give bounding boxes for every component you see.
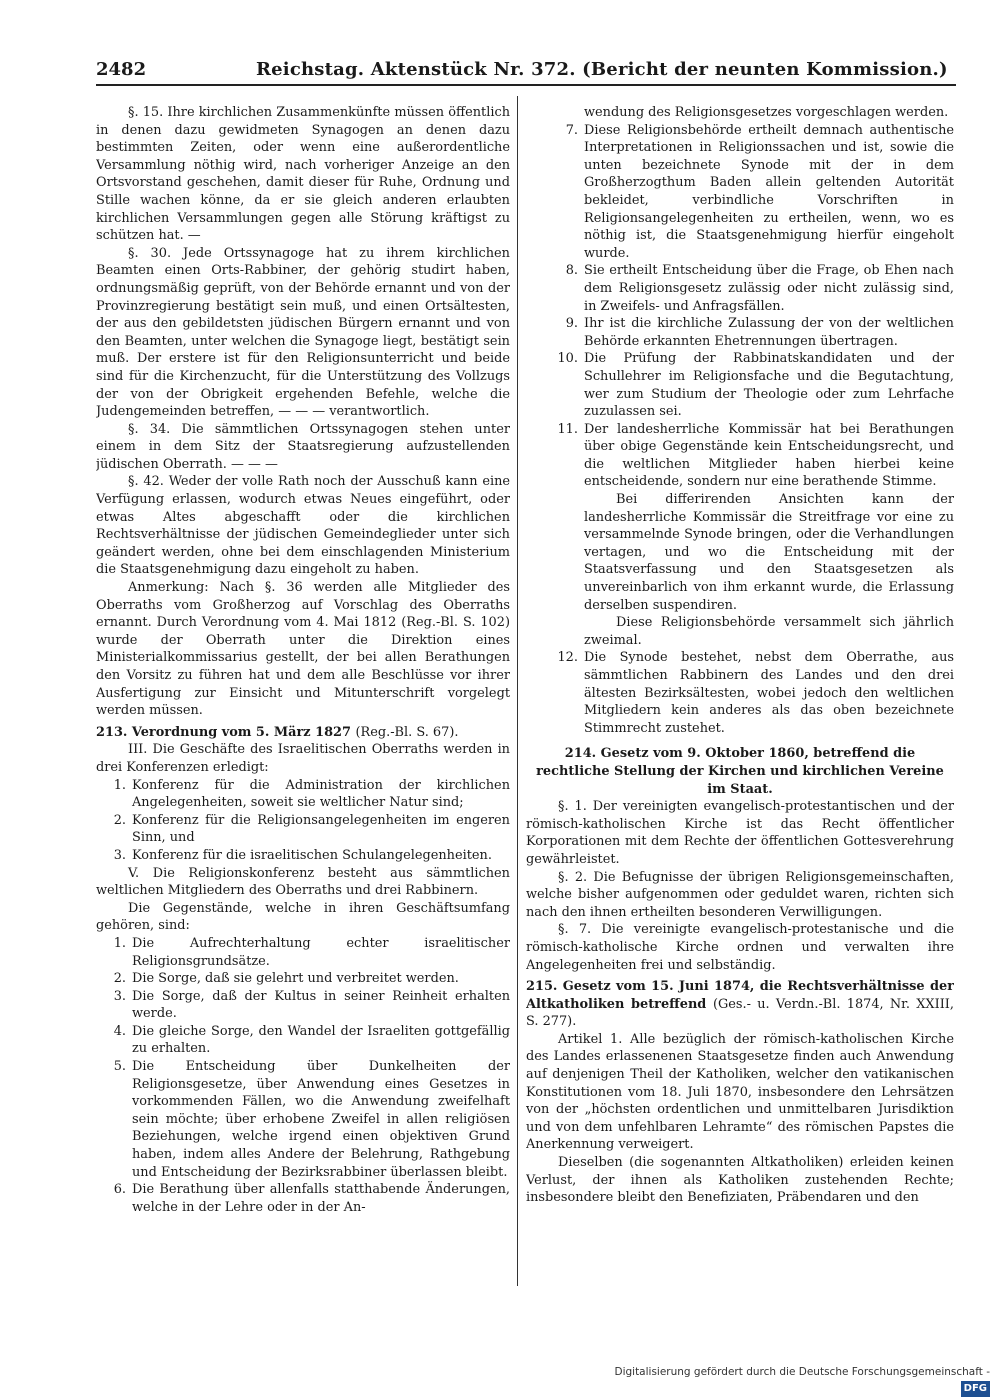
digitization-footer: [606, 1364, 990, 1394]
list-item-number: 3.: [113, 847, 126, 863]
right-column: [526, 104, 954, 1284]
list-item-text: Die Sorge, daß der Kultus in seiner Reinheit erhalten werde.: [132, 988, 510, 1022]
list-item-continuation: [526, 491, 954, 614]
list-item-text: Die Prüfung der Rabbinatskandidaten und der Schullehrer im Religionsfache und die Begutachtung, wer zum Studium der Theologie oder zum Lehrfache zuzulassen sei.: [584, 351, 954, 420]
heading-214: 214. Gesetz vom 9. Oktober 1860, betreffend die rechtliche Stellung der Kirchen und kirchlichen Vereine im Staat.: [536, 746, 944, 797]
paragraph-s15: §. 15. Ihre kirchlichen Zusammenkünfte müssen öffentlich in denen dazu gewidmeten Synagogen an denen dazu bestimmten Zeiten, oder wenn eine außerordentliche Versammlung nöthig wird, nach vorheriger Anzeige an den Ortsvorstand geschehen, damit dieser für Ruhe, Ordnung und Stille wachen könne, da er sie gleich anderen erlaubten kirchlichen Versammlungen gegen alle Störung kräftigst zu schützen hat. —: [96, 105, 510, 244]
list-item-number: 10.: [557, 351, 578, 367]
page-number: 2482: [96, 59, 147, 80]
gegenstaende-list: [96, 935, 510, 1217]
heading-215-ref: (Ges.- u. Verdn.-Bl. 1874, Nr. XXIII, S. 277).: [526, 996, 954, 1030]
running-header: [96, 58, 956, 86]
paragraph-s30: §. 30. Jede Ortssynagoge hat zu ihrem kirchlichen Beamten einen Orts-Rabbiner, der gehörig studirt haben, ordnungsmäßig geprüft, von der Behörde ernannt und von der Provinzregierung bestätigt sein muß, und einen Ortsältesten, der aus den gebildetsten jüdischen Bürgern ernannt und von den Beamten, unter welchen die Synagoge liegt, bestätigt sein muß. Der erstere ist für den Religionsunterricht und beide sind für die Kirchenzucht, für die Unterstützung des Vollzugs der von der Obrigkeit ergehenden Befehle, welche die Judengemeinden betreffen, — — — verantwortlich.: [96, 245, 510, 420]
list-item-number: 3.: [113, 988, 126, 1004]
list-item-text: Diese Religionsbehörde ertheilt demnach authentische Interpretationen in Religionssachen und ist, sowie die unten bezeichnete Synode mit der in dem Großherzogthum Baden allein geltenden Autorität bekleidet, verbindliche Vorschriften in Religionsangelegenheiten zu ertheilen, wenn, wo es nöthig ist, die Staatsgenehmigung hierfür eingeholt wurde.: [584, 122, 954, 261]
list-item-text: Diese Religionsbehörde versammelt sich jährlich zweimal.: [584, 615, 954, 648]
list-item: [526, 262, 954, 315]
list-item: [96, 1181, 510, 1216]
list-item-number: 11.: [557, 421, 578, 437]
list-item-text: wendung des Religionsgesetzes vorgeschlagen werden.: [584, 105, 949, 120]
list-item: [526, 421, 954, 491]
list-item-text: Die Sorge, daß sie gelehrt und verbreitet werden.: [132, 971, 459, 987]
paragraph-s42: §. 42. Weder der volle Rath noch der Ausschuß kann eine Verfügung erlassen, wodurch etwas Neues eingeführt, oder etwas Altes abgeschafft oder die kirchlichen Rechtsverhältnisse der jüdischen Gemeindeglieder unter sich geändert werden, ohne bei dem einschlagenden Ministerium die Staatsgenehmigung dazu eingeholt zu haben.: [96, 474, 510, 578]
list-item-text: Der landesherrliche Kommissär hat bei Berathungen über obige Gegenstände kein Entscheidungsrecht, und die weltlichen Mitglieder haben hierbei keine entscheidende, sondern nur eine berathende Stimme.: [584, 421, 954, 490]
running-title: Reichstag. Aktenstück Nr. 372. (Bericht der neunten Kommission.): [256, 59, 948, 80]
konferenz-list: [96, 777, 510, 865]
list-item-number: 1.: [113, 935, 126, 951]
list-item-number: 1.: [113, 777, 126, 793]
list-item-text: Konferenz für die Religionsangelegenheiten im engeren Sinn, und: [132, 812, 510, 846]
list-item: [526, 649, 954, 737]
paragraph-215-art1: Artikel 1. Alle bezüglich der römisch-katholischen Kirche des Landes erlassenenen Staatsgesetze finden auch Anwendung auf denjenigen Theil der Katholiken, welcher den vatikanischen Konstitutionen vom 18. Juli 1870, insbesondere den Lehrsätzen von der „höchsten ordentlichen und unmittelbaren Jurisdiktion und von dem unfehlbaren Lehramte“ des römischen Papstes die Anerkennung verweigert.: [526, 1031, 954, 1153]
list-item: [526, 315, 954, 350]
paragraph-214-s7: §. 7. Die vereinigte evangelisch-protestanische und die römisch-katholische Kirche ordnen und verwalten ihre Angelegenheiten frei und selbständig.: [526, 922, 954, 973]
list-item: [96, 935, 510, 970]
list-item-number: 9.: [565, 316, 578, 332]
list-item-text: Konferenz für die Administration der kirchlichen Angelegenheiten, soweit sie weltlicher Natur sind;: [132, 777, 510, 811]
list-item-number: 2.: [113, 971, 126, 987]
list-item-text: Bei differirenden Ansichten kann der landesherrliche Kommissär die Streitfrage vor eine zu versammelnde Synode bringen, oder die Verhandlungen vertagen, und wo die Entscheidung mit der Staatsverfassung und den Staatsgesetzen als unvereinbarlich von ihm erkannt wurde, die Erlassung derselben suspendiren.: [584, 492, 954, 613]
list-item-number: 6.: [113, 1182, 126, 1198]
paragraph-214-s1: §. 1. Der vereinigten evangelisch-protestantischen und der römisch-katholischen Kirche ist das Recht öffentlicher Korporationen mit dem Rechte der öffentlichen Gottesverehrung gewährleistet.: [526, 799, 954, 867]
heading-215: [526, 978, 954, 1031]
list-item-text: Ihr ist die kirchliche Zulassung der von der weltlichen Behörde erkannten Ehetrennungen übertragen.: [584, 316, 954, 349]
heading-213-ref: (Reg.-Bl. S. 67).: [355, 724, 459, 740]
column-divider: [517, 96, 518, 1286]
list-item: [96, 812, 510, 847]
paragraph-s34: §. 34. Die sämmtlichen Ortssynagogen stehen unter einem in dem Sitz der Staatsregierung aufzustellenden jüdischen Oberrath. — — —: [96, 421, 510, 472]
heading-213-title: 213. Verordnung vom 5. März 1827: [96, 724, 351, 740]
paragraph-215-dieselben: Dieselben (die sogenannten Altkatholiken) erleiden keinen Verlust, der ihnen als Katholiken zustehenden Rechte; insbesondere bleibt den Benefiziaten, Präbendaren und den: [526, 1155, 954, 1206]
left-column: [96, 104, 510, 1284]
list-item: [96, 847, 510, 865]
list-item: [96, 988, 510, 1023]
list-item-text: Sie ertheilt Entscheidung über die Frage, ob Ehen nach dem Religionsgesetz zulässig oder nicht zulässig sind, in Zweifels- und Anfragsfällen.: [584, 263, 954, 314]
dfg-logo: DFG: [961, 1381, 990, 1397]
list-item: [96, 1023, 510, 1058]
list-item-number: 4.: [113, 1023, 126, 1039]
list-item-text: Konferenz für die israelitischen Schulangelegenheiten.: [132, 847, 492, 863]
list-item: [526, 350, 954, 420]
list-item-text: Die Entscheidung über Dunkelheiten der Religionsgesetze, über Anwendung eines Gesetzes in vorkommenden Fällen, wo die Anwendung zweifelhaft sein möchte; über erhobene Zweifel in allen religiösen Beziehungen, welche irgend einen objektiven Grund haben, indem alles Andere der Belehrung, Rathgebung und Entscheidung der Bezirksrabbiner überlassen bleibt.: [132, 1059, 510, 1180]
list-item-continuation: [526, 614, 954, 649]
list-item-text: Die Berathung über allenfalls statthabende Änderungen, welche in der Lehre oder in der An-: [132, 1182, 510, 1215]
footer-text: Digitalisierung gefördert durch die Deutsche Forschungsgemeinschaft -: [614, 1366, 990, 1378]
list-item-number: 7.: [565, 122, 578, 138]
list-item-number: 12.: [557, 650, 578, 666]
list-item-text: Die Aufrechterhaltung echter israelitischer Religionsgrundsätze.: [132, 935, 510, 969]
list-item: [96, 777, 510, 812]
list-item-number: 8.: [565, 263, 578, 279]
paragraph-iii: III. Die Geschäfte des Israelitischen Oberraths werden in drei Konferenzen erledigt:: [96, 742, 510, 775]
list-item: [526, 122, 954, 263]
paragraph-214-s2: §. 2. Die Befugnisse der übrigen Religionsgemeinschaften, welche bisher aufgenommen oder geduldet waren, richten sich nach den ihnen ertheilten besonderen Verwilligungen.: [526, 869, 954, 920]
list-item-continuation: [526, 104, 954, 122]
list-item-number: 5.: [113, 1059, 126, 1075]
list-item: [96, 1058, 510, 1181]
list-item-number: 2.: [113, 812, 126, 828]
list-item: [96, 970, 510, 988]
heading-215-title: 215. Gesetz vom 15. Juni 1874, die Rechtsverhältnisse der Altkatholiken betreffend: [526, 979, 954, 1012]
list-item-text: Die gleiche Sorge, den Wandel der Israeliten gottgefällig zu erhalten.: [132, 1023, 510, 1057]
heading-213: [96, 724, 510, 742]
list-item-text: Die Synode bestehet, nebst dem Oberrathe, aus sämmtlichen Rabbinern des Landes und den drei ältesten Bezirksältesten, wobei jedoch den weltlichen Mitgliedern kein anderes als das oben bezeichnete Stimmrecht zustehet.: [584, 650, 954, 736]
paragraph-gegenstaende: Die Gegenstände, welche in ihren Geschäftsumfang gehören, sind:: [96, 900, 510, 934]
paragraph-anmerkung: Anmerkung: Nach §. 36 werden alle Mitglieder des Oberraths vom Großherzog auf Vorschlag des Oberraths ernannt. Durch Verordnung vom 4. Mai 1812 (Reg.-Bl. S. 102) wurde der Oberrath unter die Direktion eines Ministerialkommissarius gestellt, der bei allen Berathungen den Vorsitz zu führen hat und dem alle Beschlüsse vor ihrer Ausfertigung zur Einsicht und Mitunterschrift vorgelegt werden müssen.: [96, 580, 510, 719]
paragraph-v: V. Die Religionskonferenz besteht aus sämmtlichen weltlichen Mitgliedern des Oberraths und drei Rabbinern.: [96, 865, 510, 899]
